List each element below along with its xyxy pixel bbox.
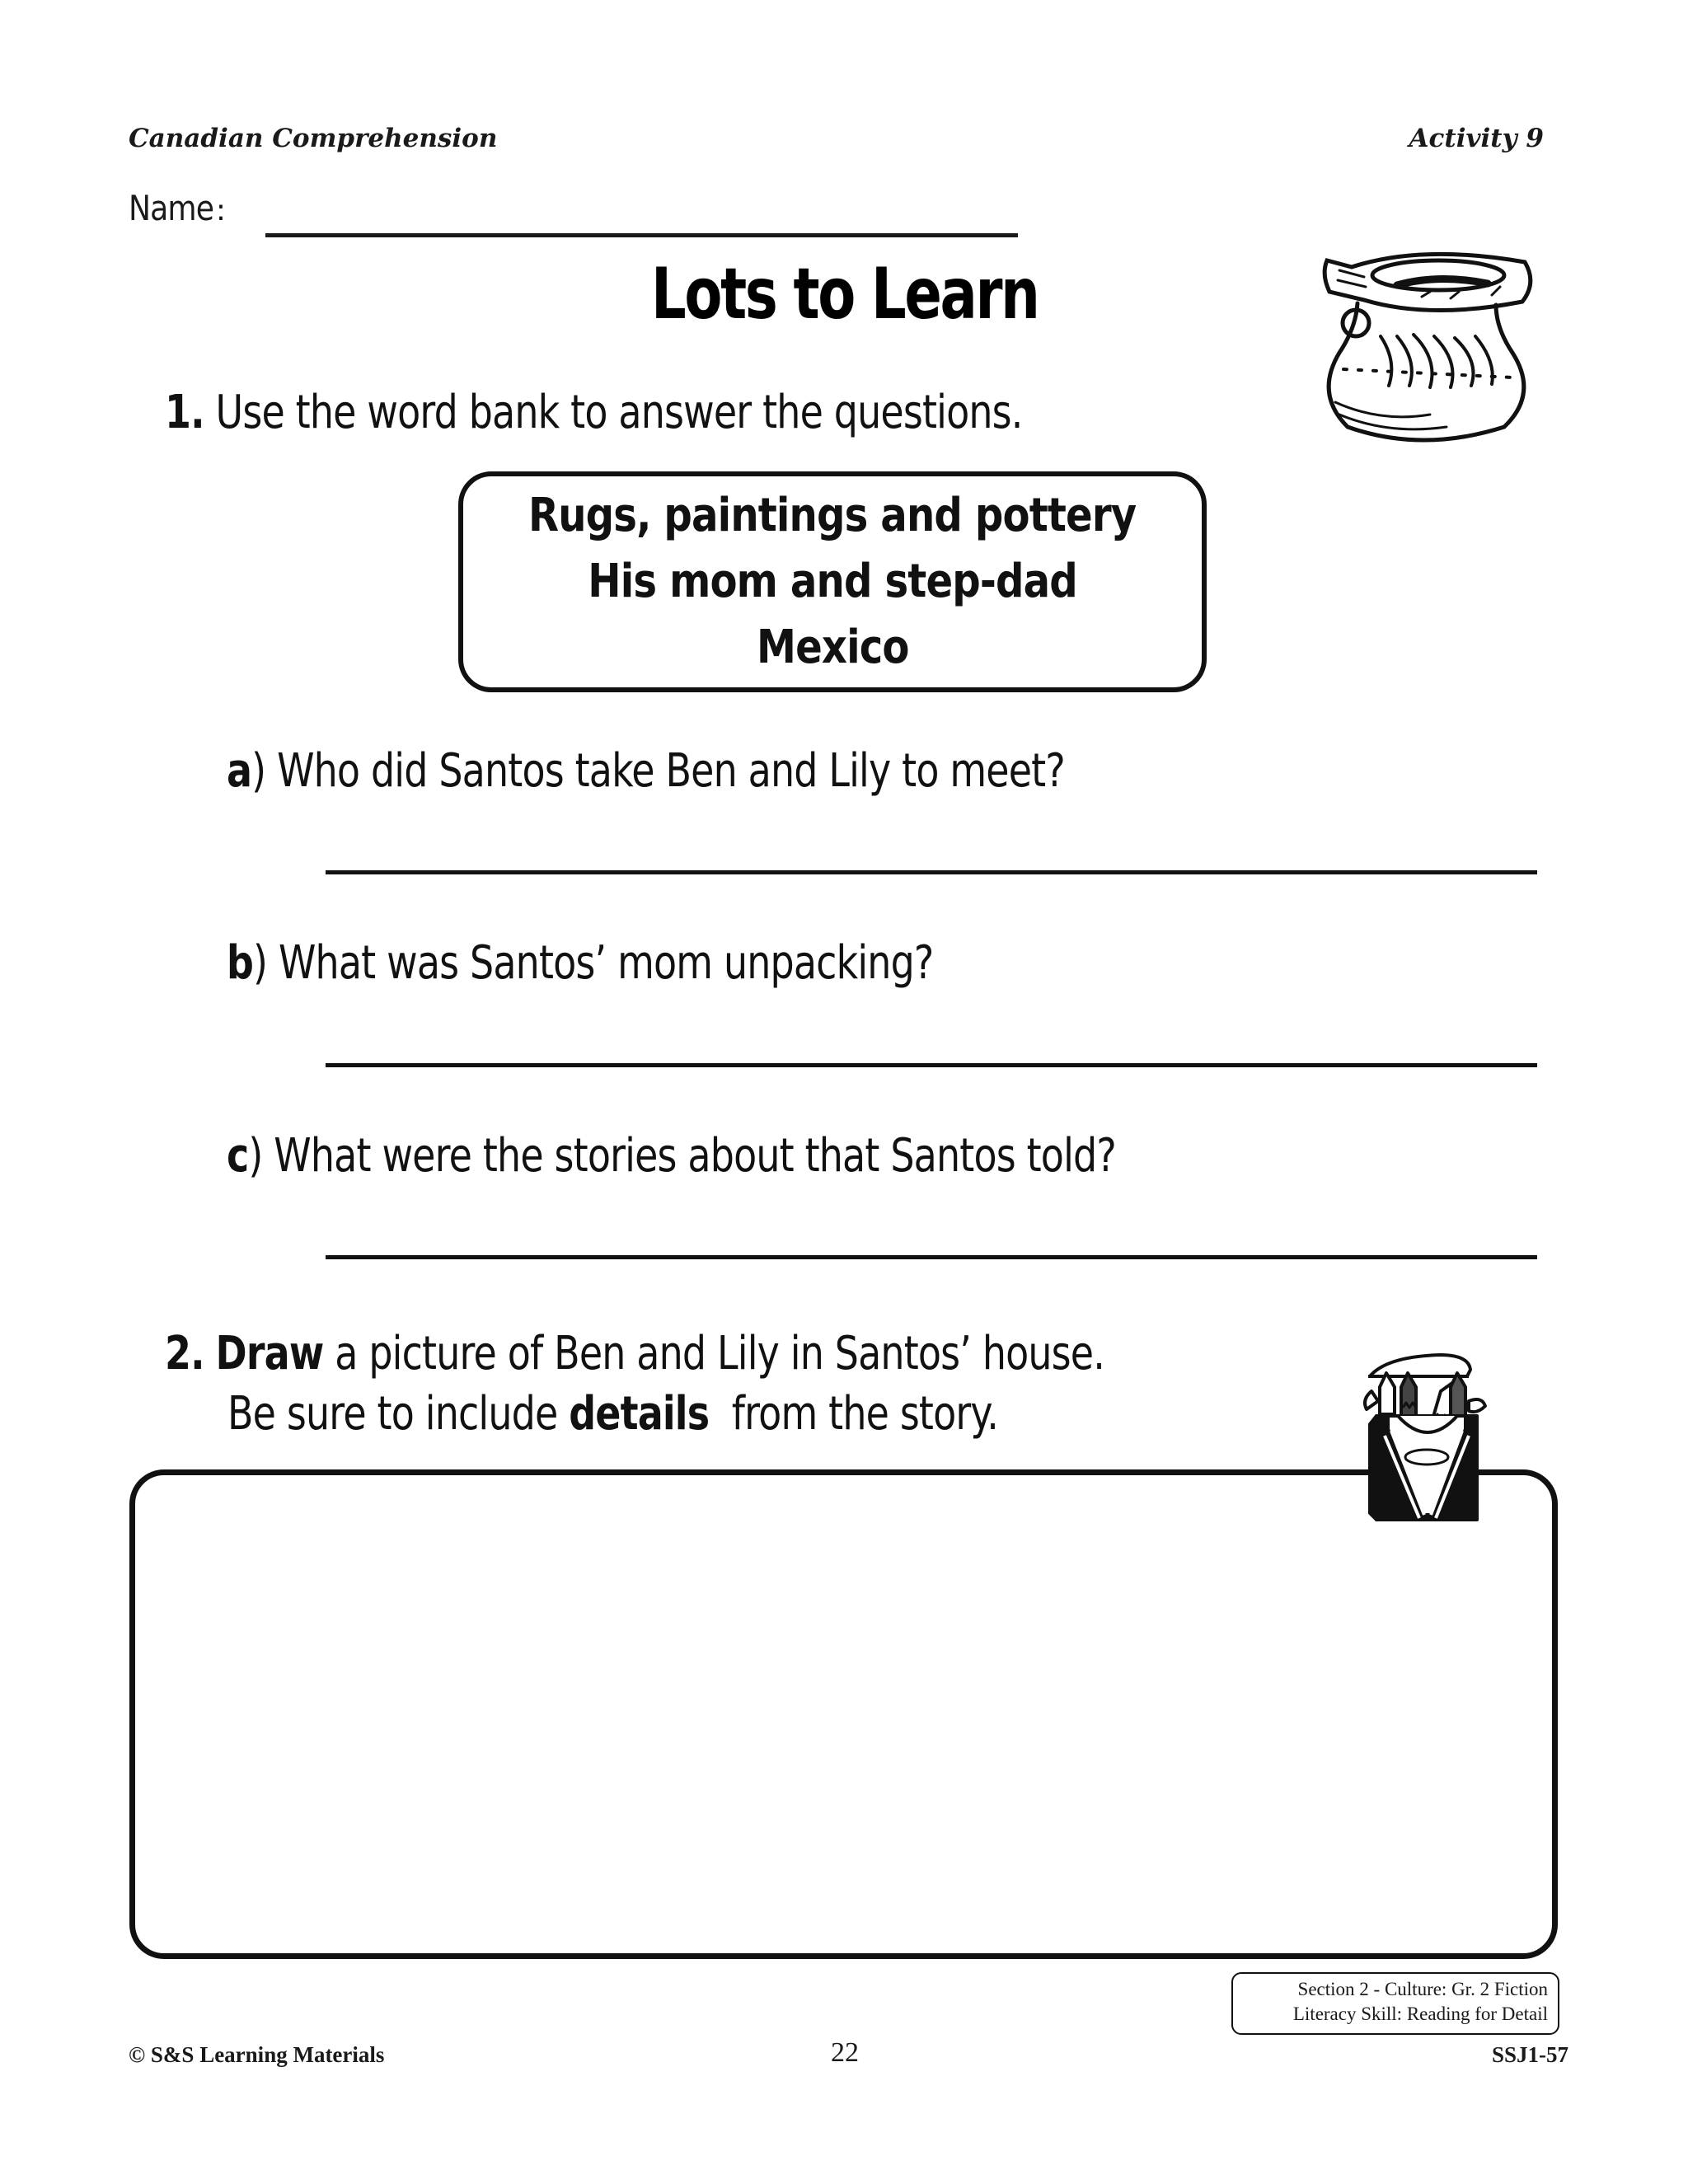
name-label: Name (129, 188, 214, 228)
section-label-line-2: Literacy Skill: Reading for Detail (1292, 2004, 1548, 2024)
question-1-text: Use the word bank to answer the questions. (215, 386, 1023, 439)
question-2-text: a picture of Ben and Lily in Santos’ house. (323, 1327, 1104, 1380)
sub-question-c (227, 1131, 1116, 1182)
sub-question-paren: ) (253, 936, 268, 990)
question-2-line2-post: from the story. (709, 1387, 999, 1441)
word-bank-item: Mexico (756, 621, 909, 674)
answer-line-a[interactable] (326, 870, 1537, 874)
answer-line-c[interactable] (326, 1255, 1537, 1259)
drawing-area[interactable] (129, 1469, 1558, 1959)
question-2-number: 2. (165, 1327, 204, 1380)
sub-question-text: Who did Santos take Ben and Lily to meet? (277, 744, 1065, 798)
copyright-text: © S&S Learning Materials (129, 2042, 385, 2067)
word-bank (458, 471, 1207, 692)
section-label (1231, 1972, 1559, 2035)
question-2-prompt-line-2 (227, 1389, 998, 1440)
question-1-number: 1. (165, 386, 204, 439)
question-2-line2-bold: details (569, 1387, 710, 1441)
page-number: 22 (831, 2037, 859, 2068)
name-input-line[interactable] (265, 233, 1018, 237)
crayon-box-icon (1362, 1350, 1498, 1523)
sub-question-a (227, 746, 1065, 797)
name-colon: : (215, 194, 227, 227)
book-title: Canadian Comprehension (129, 124, 498, 153)
answer-line-b[interactable] (326, 1063, 1537, 1067)
sub-question-b (227, 938, 933, 989)
section-label-line-1: Section 2 - Culture: Gr. 2 Fiction (1297, 1979, 1548, 1999)
sub-question-text: What were the stories about that Santos told? (274, 1129, 1116, 1183)
sub-question-letter: c (227, 1129, 249, 1183)
word-bank-item: His mom and step-dad (588, 555, 1077, 608)
question-2-bold-lead: Draw (215, 1327, 324, 1380)
sub-question-letter: b (227, 936, 254, 990)
activity-number: Activity 9 (1409, 124, 1544, 153)
question-2-line2-pre: Be sure to include (227, 1387, 570, 1441)
question-2-prompt-line-1 (165, 1329, 1104, 1380)
sub-question-text: What was Santos’ mom unpacking? (278, 936, 934, 990)
worksheet-title: Lots to Learn (651, 253, 1039, 335)
word-bank-item: Rugs, paintings and pottery (528, 489, 1137, 542)
sub-question-paren: ) (248, 1129, 263, 1183)
sub-question-paren: ) (251, 744, 266, 798)
question-1-prompt (165, 387, 1023, 438)
name-field-row (129, 188, 227, 228)
product-code: SSJ1-57 (1491, 2042, 1568, 2067)
sub-question-letter: a (227, 744, 252, 798)
clay-pot-icon (1306, 237, 1541, 443)
